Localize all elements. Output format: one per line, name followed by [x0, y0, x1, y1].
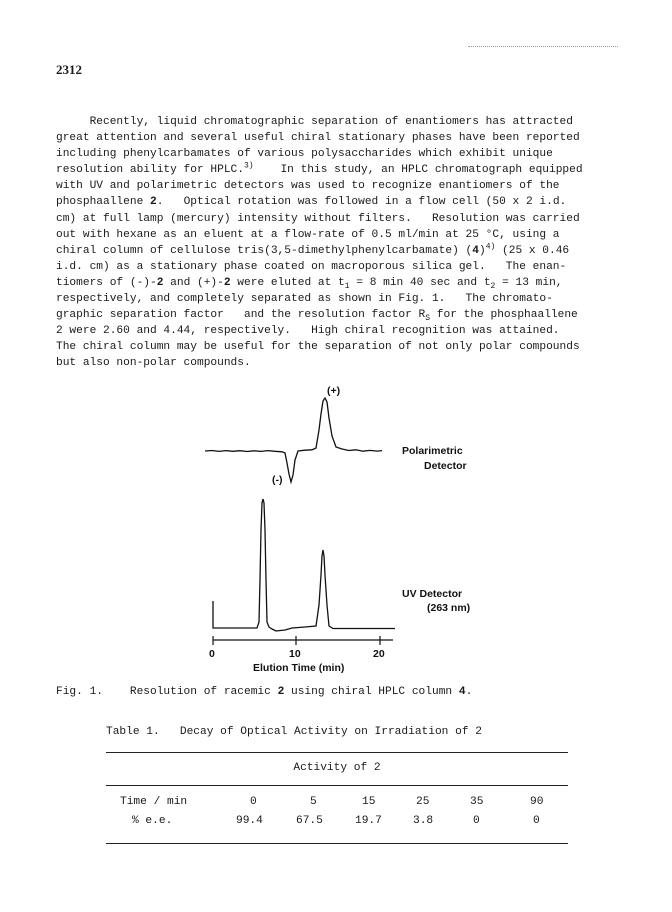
body-line-9: chiral column of cellulose tris(3,5-dimethylphenylcarbamate) $(4)^{4)}$ (25 x 0.46 — [56, 242, 570, 257]
polarimetric-trace — [205, 398, 382, 482]
cell-time-3: 25 — [416, 796, 430, 808]
body-line-15: The chiral column may be useful for the separation of not only polar compounds — [56, 341, 580, 354]
body-line-2: great attention and several useful chiral stationary phases have been reported — [56, 132, 580, 145]
body-paragraph — [56, 114, 616, 372]
x-axis-label: Elution Time (min) — [253, 662, 345, 674]
polarimetric-label-1: Polarimetric — [402, 445, 463, 457]
cell-time-4: 35 — [470, 796, 484, 808]
table-group-header: Activity of 2 — [293, 762, 381, 774]
cell-ee-0: 99.4 — [236, 815, 263, 827]
body-line-14: 2 were 2.60 and 4.44, respectively. High chiral recognition was attained. — [56, 325, 560, 338]
row-time-label: Time / min — [120, 796, 188, 808]
body-line-3: including phenylcarbamates of various polysaccharides which exhibit unique — [56, 148, 553, 161]
page-number: 2312 — [56, 62, 82, 77]
table-top-rule — [106, 752, 568, 753]
figure-caption: Fig. 1. Resolution of racemic 2 using chiral HPLC column 4. — [56, 686, 473, 698]
label-minus-enantiomer: (-) — [272, 474, 283, 486]
body-line-7: cm) at full lamp (mercury) intensity without filters. Resolution was carried — [56, 212, 580, 225]
table-title: Table 1. Decay of Optical Activity on Irradiation of 2 — [106, 726, 482, 738]
tick-label-0: 0 — [209, 648, 215, 660]
cell-ee-2: 19.7 — [355, 815, 382, 827]
cell-time-5: 90 — [530, 796, 544, 808]
body-line-13: graphic separation factor and the resolution factor $R_S$ for the phosphaallene — [56, 309, 578, 324]
uv-label-1: UV Detector — [402, 588, 463, 600]
cell-ee-5: 0 — [533, 815, 540, 827]
body-line-11: tiomers of (-)-2 and (+)-2 were eluted at $t_1 = 8$ min 40 sec and $t_2 = 13$ min, — [56, 276, 563, 292]
table-bottom-rule — [106, 843, 568, 844]
cell-ee-1: 67.5 — [296, 815, 323, 827]
body-line-1: Recently, liquid chromatographic separation of enantiomers has attracted — [56, 116, 573, 128]
tick-label-20: 20 — [373, 648, 385, 660]
body-line-8: out with hexane as an eluent at a flow-rate of 0.5 ml/min at 25 °C, using a — [56, 228, 560, 241]
uv-trace — [213, 499, 395, 631]
cell-time-2: 15 — [362, 796, 376, 808]
header-rule — [468, 46, 618, 47]
tick-label-10: 10 — [289, 648, 301, 660]
cell-time-0: 0 — [250, 796, 257, 808]
cell-ee-4: 0 — [473, 815, 480, 827]
compound-4-ref: 4 — [472, 244, 479, 257]
polarimetric-label-2: Detector — [424, 460, 467, 472]
uv-label-2: (263 nm) — [427, 602, 471, 614]
body-line-16: but also non-polar compounds. — [56, 357, 251, 370]
cell-ee-3: 3.8 — [413, 815, 434, 827]
body-line-6: phosphaallene 2. Optical rotation was followed in a flow cell (50 x 2 i.d. — [56, 196, 567, 209]
citation-3: 3) — [243, 161, 254, 171]
cell-time-1: 5 — [310, 796, 317, 808]
body-line-5: with UV and polarimetric detectors was used to recognize enantiomers of the — [56, 180, 560, 193]
body-line-10: i.d. cm) as a stationary phase coated on macroporous silica gel. The enan- — [56, 260, 567, 273]
body-line-12: respectively, and completely separated as shown in Fig. 1. The chromato- — [56, 293, 553, 306]
body-line-4: resolution ability for HPLC.$^{3)}$ In this study, an HPLC chromatograph equipped — [56, 161, 583, 177]
compound-2-ref: 2 — [150, 196, 157, 209]
citation-4: 4) — [485, 242, 496, 252]
row-ee-label: % e.e. — [132, 815, 173, 827]
label-plus-enantiomer: (+) — [327, 385, 341, 397]
table-mid-rule — [106, 785, 568, 786]
